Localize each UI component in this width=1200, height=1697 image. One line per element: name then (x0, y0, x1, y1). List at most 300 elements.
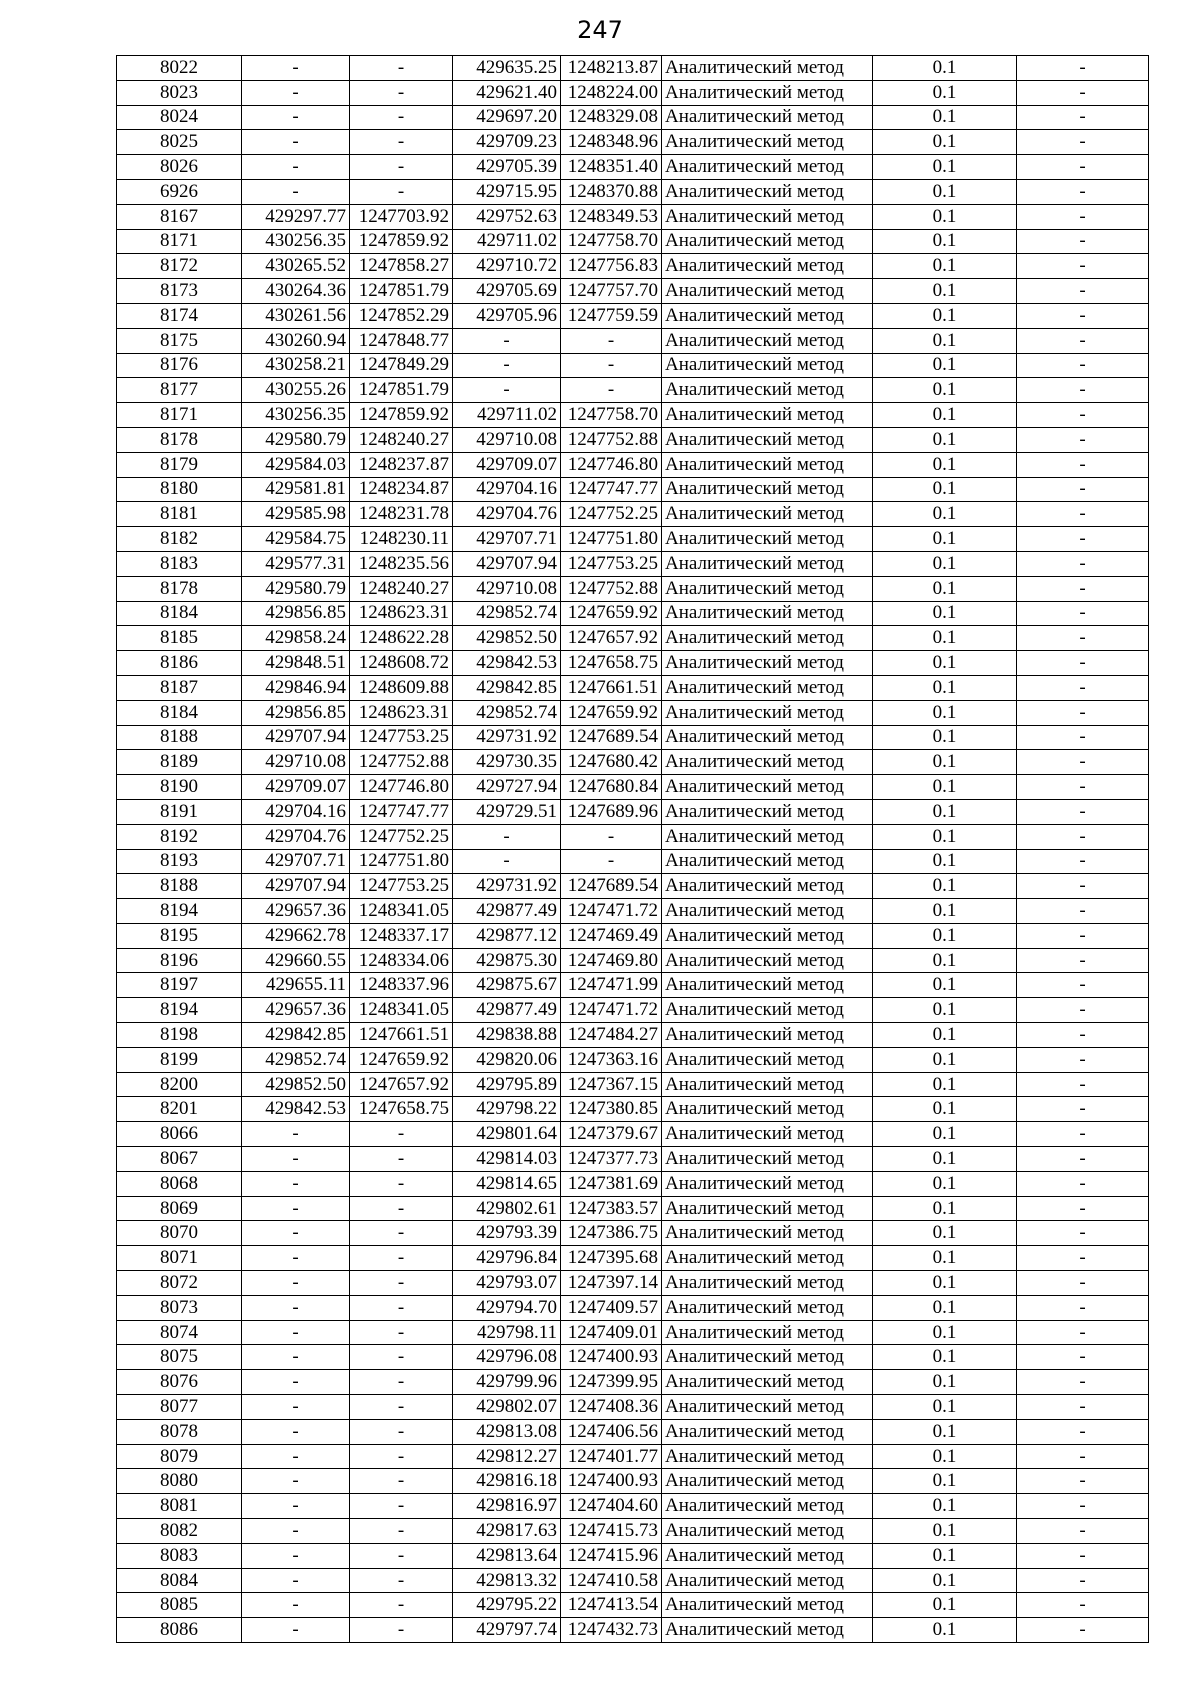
method-cell: Аналитический метод (662, 1519, 873, 1544)
old-y-cell: - (350, 1171, 453, 1196)
old-y-cell: 1248341.05 (350, 899, 453, 924)
method-cell: Аналитический метод (662, 899, 873, 924)
note-cell: - (1017, 427, 1149, 452)
new-x-cell: 429842.53 (453, 651, 561, 676)
note-cell: - (1017, 675, 1149, 700)
table-row (117, 651, 1149, 676)
note-cell: - (1017, 1494, 1149, 1519)
old-y-cell: 1247703.92 (350, 204, 453, 229)
table-row (117, 998, 1149, 1023)
new-y-cell: 1247689.96 (561, 799, 662, 824)
old-y-cell: 1248231.78 (350, 502, 453, 527)
method-cell: Аналитический метод (662, 1395, 873, 1420)
new-y-cell: - (561, 328, 662, 353)
accuracy-cell: 0.1 (873, 427, 1017, 452)
table-row (117, 1047, 1149, 1072)
table-row (117, 1568, 1149, 1593)
new-x-cell: 429635.25 (453, 56, 561, 81)
new-y-cell: 1247680.84 (561, 775, 662, 800)
note-cell: - (1017, 1271, 1149, 1296)
table-row (117, 1543, 1149, 1568)
accuracy-cell: 0.1 (873, 378, 1017, 403)
accuracy-cell: 0.1 (873, 1295, 1017, 1320)
accuracy-cell: 0.1 (873, 279, 1017, 304)
method-cell: Аналитический метод (662, 1271, 873, 1296)
old-y-cell: 1248608.72 (350, 651, 453, 676)
note-cell: - (1017, 105, 1149, 130)
old-y-cell: - (350, 1469, 453, 1494)
table-row (117, 1271, 1149, 1296)
old-y-cell: 1247858.27 (350, 254, 453, 279)
old-x-cell: - (242, 1543, 350, 1568)
method-cell: Аналитический метод (662, 1097, 873, 1122)
method-cell: Аналитический метод (662, 378, 873, 403)
method-cell: Аналитический метод (662, 56, 873, 81)
new-x-cell: 429820.06 (453, 1047, 561, 1072)
table-row (117, 1320, 1149, 1345)
old-y-cell: 1247659.92 (350, 1047, 453, 1072)
new-x-cell: 429621.40 (453, 80, 561, 105)
method-cell: Аналитический метод (662, 1444, 873, 1469)
note-cell: - (1017, 1246, 1149, 1271)
old-y-cell: 1248609.88 (350, 675, 453, 700)
table-row (117, 1345, 1149, 1370)
new-x-cell: 429793.39 (453, 1221, 561, 1246)
old-y-cell: 1248237.87 (350, 452, 453, 477)
new-y-cell: 1247399.95 (561, 1370, 662, 1395)
old-x-cell: - (242, 1271, 350, 1296)
point-number-cell: 8177 (117, 378, 242, 403)
old-x-cell: - (242, 1568, 350, 1593)
new-y-cell: 1247406.56 (561, 1419, 662, 1444)
old-y-cell: 1247661.51 (350, 1023, 453, 1048)
old-x-cell: 429657.36 (242, 998, 350, 1023)
table-row (117, 179, 1149, 204)
new-y-cell: 1247432.73 (561, 1618, 662, 1643)
note-cell: - (1017, 527, 1149, 552)
old-x-cell: - (242, 80, 350, 105)
new-x-cell: 429705.96 (453, 303, 561, 328)
new-y-cell: 1247469.80 (561, 948, 662, 973)
new-x-cell: 429877.12 (453, 923, 561, 948)
note-cell: - (1017, 1320, 1149, 1345)
point-number-cell: 8201 (117, 1097, 242, 1122)
point-number-cell: 8023 (117, 80, 242, 105)
point-number-cell: 8175 (117, 328, 242, 353)
new-y-cell: 1247363.16 (561, 1047, 662, 1072)
new-y-cell: 1247397.14 (561, 1271, 662, 1296)
point-number-cell: 8189 (117, 750, 242, 775)
accuracy-cell: 0.1 (873, 527, 1017, 552)
method-cell: Аналитический метод (662, 948, 873, 973)
method-cell: Аналитический метод (662, 750, 873, 775)
accuracy-cell: 0.1 (873, 1196, 1017, 1221)
note-cell: - (1017, 601, 1149, 626)
new-x-cell: 429852.74 (453, 700, 561, 725)
method-cell: Аналитический метод (662, 403, 873, 428)
accuracy-cell: 0.1 (873, 80, 1017, 105)
table-row (117, 254, 1149, 279)
note-cell: - (1017, 56, 1149, 81)
new-y-cell: 1247415.73 (561, 1519, 662, 1544)
accuracy-cell: 0.1 (873, 973, 1017, 998)
point-number-cell: 8076 (117, 1370, 242, 1395)
table-row (117, 601, 1149, 626)
note-cell: - (1017, 899, 1149, 924)
method-cell: Аналитический метод (662, 675, 873, 700)
new-x-cell: 429875.67 (453, 973, 561, 998)
new-y-cell: 1247657.92 (561, 626, 662, 651)
point-number-cell: 8179 (117, 452, 242, 477)
table-row (117, 899, 1149, 924)
old-x-cell: 430256.35 (242, 403, 350, 428)
table-row (117, 56, 1149, 81)
table-row (117, 1023, 1149, 1048)
table-row (117, 725, 1149, 750)
note-cell: - (1017, 477, 1149, 502)
method-cell: Аналитический метод (662, 1023, 873, 1048)
accuracy-cell: 0.1 (873, 303, 1017, 328)
old-x-cell: - (242, 1295, 350, 1320)
table-row (117, 130, 1149, 155)
point-number-cell: 8074 (117, 1320, 242, 1345)
old-y-cell: - (350, 130, 453, 155)
table-row (117, 1444, 1149, 1469)
accuracy-cell: 0.1 (873, 651, 1017, 676)
point-number-cell: 8071 (117, 1246, 242, 1271)
accuracy-cell: 0.1 (873, 1395, 1017, 1420)
note-cell: - (1017, 1444, 1149, 1469)
note-cell: - (1017, 502, 1149, 527)
old-y-cell: 1248337.17 (350, 923, 453, 948)
new-x-cell: - (453, 353, 561, 378)
old-x-cell: 429707.94 (242, 725, 350, 750)
point-number-cell: 8184 (117, 700, 242, 725)
old-x-cell: - (242, 1618, 350, 1643)
table-row (117, 1246, 1149, 1271)
old-y-cell: - (350, 56, 453, 81)
note-cell: - (1017, 155, 1149, 180)
old-x-cell: 429585.98 (242, 502, 350, 527)
new-x-cell: 429794.70 (453, 1295, 561, 1320)
old-y-cell: 1248623.31 (350, 601, 453, 626)
old-y-cell: - (350, 1395, 453, 1420)
new-y-cell: 1248213.87 (561, 56, 662, 81)
new-y-cell: 1247659.92 (561, 700, 662, 725)
note-cell: - (1017, 948, 1149, 973)
new-x-cell: - (453, 824, 561, 849)
point-number-cell: 8194 (117, 998, 242, 1023)
note-cell: - (1017, 1568, 1149, 1593)
method-cell: Аналитический метод (662, 328, 873, 353)
table-row (117, 452, 1149, 477)
old-x-cell: 430258.21 (242, 353, 350, 378)
method-cell: Аналитический метод (662, 824, 873, 849)
table-row (117, 1171, 1149, 1196)
point-number-cell: 8082 (117, 1519, 242, 1544)
method-cell: Аналитический метод (662, 1147, 873, 1172)
note-cell: - (1017, 849, 1149, 874)
accuracy-cell: 0.1 (873, 824, 1017, 849)
table-row (117, 477, 1149, 502)
accuracy-cell: 0.1 (873, 502, 1017, 527)
note-cell: - (1017, 1023, 1149, 1048)
new-x-cell: 429710.72 (453, 254, 561, 279)
new-y-cell: 1247401.77 (561, 1444, 662, 1469)
table-row (117, 229, 1149, 254)
point-number-cell: 8070 (117, 1221, 242, 1246)
accuracy-cell: 0.1 (873, 849, 1017, 874)
new-x-cell: 429795.22 (453, 1593, 561, 1618)
table-row (117, 353, 1149, 378)
table-row (117, 775, 1149, 800)
note-cell: - (1017, 1047, 1149, 1072)
point-number-cell: 8171 (117, 403, 242, 428)
note-cell: - (1017, 1147, 1149, 1172)
point-number-cell: 8184 (117, 601, 242, 626)
new-x-cell: 429729.51 (453, 799, 561, 824)
method-cell: Аналитический метод (662, 1221, 873, 1246)
method-cell: Аналитический метод (662, 799, 873, 824)
table-row (117, 1097, 1149, 1122)
table-row (117, 378, 1149, 403)
method-cell: Аналитический метод (662, 1419, 873, 1444)
new-y-cell: 1247400.93 (561, 1345, 662, 1370)
new-x-cell: 429704.16 (453, 477, 561, 502)
point-number-cell: 8171 (117, 229, 242, 254)
accuracy-cell: 0.1 (873, 775, 1017, 800)
new-y-cell: 1248351.40 (561, 155, 662, 180)
point-number-cell: 8182 (117, 527, 242, 552)
new-x-cell: 429707.71 (453, 527, 561, 552)
point-number-cell: 8083 (117, 1543, 242, 1568)
new-y-cell: 1247386.75 (561, 1221, 662, 1246)
table-row (117, 1593, 1149, 1618)
table-row (117, 923, 1149, 948)
old-x-cell: - (242, 1395, 350, 1420)
method-cell: Аналитический метод (662, 1072, 873, 1097)
old-y-cell: 1247657.92 (350, 1072, 453, 1097)
new-y-cell: 1247471.72 (561, 998, 662, 1023)
old-x-cell: 429655.11 (242, 973, 350, 998)
old-y-cell: 1247752.25 (350, 824, 453, 849)
method-cell: Аналитический метод (662, 1494, 873, 1519)
accuracy-cell: 0.1 (873, 675, 1017, 700)
old-x-cell: - (242, 1320, 350, 1345)
note-cell: - (1017, 353, 1149, 378)
coordinates-table (116, 55, 1149, 1643)
new-y-cell: 1247383.57 (561, 1196, 662, 1221)
point-number-cell: 8078 (117, 1419, 242, 1444)
point-number-cell: 8077 (117, 1395, 242, 1420)
new-y-cell: 1247404.60 (561, 1494, 662, 1519)
new-x-cell: 429798.11 (453, 1320, 561, 1345)
old-x-cell: 429852.50 (242, 1072, 350, 1097)
note-cell: - (1017, 824, 1149, 849)
note-cell: - (1017, 725, 1149, 750)
old-x-cell: 429584.75 (242, 527, 350, 552)
new-x-cell: 429875.30 (453, 948, 561, 973)
old-x-cell: 429704.76 (242, 824, 350, 849)
point-number-cell: 8069 (117, 1196, 242, 1221)
old-y-cell: - (350, 1122, 453, 1147)
new-y-cell: 1247410.58 (561, 1568, 662, 1593)
note-cell: - (1017, 1419, 1149, 1444)
new-y-cell: 1248349.53 (561, 204, 662, 229)
old-x-cell: 429842.85 (242, 1023, 350, 1048)
old-x-cell: 429842.53 (242, 1097, 350, 1122)
note-cell: - (1017, 179, 1149, 204)
accuracy-cell: 0.1 (873, 750, 1017, 775)
old-y-cell: - (350, 1295, 453, 1320)
new-y-cell: 1247689.54 (561, 874, 662, 899)
note-cell: - (1017, 1543, 1149, 1568)
old-y-cell: - (350, 1593, 453, 1618)
new-x-cell: 429731.92 (453, 874, 561, 899)
old-y-cell: 1248240.27 (350, 576, 453, 601)
note-cell: - (1017, 1370, 1149, 1395)
old-y-cell: 1248623.31 (350, 700, 453, 725)
new-y-cell: 1247751.80 (561, 527, 662, 552)
new-y-cell: 1247471.99 (561, 973, 662, 998)
method-cell: Аналитический метод (662, 1320, 873, 1345)
point-number-cell: 8024 (117, 105, 242, 130)
method-cell: Аналитический метод (662, 775, 873, 800)
accuracy-cell: 0.1 (873, 725, 1017, 750)
method-cell: Аналитический метод (662, 1543, 873, 1568)
new-x-cell: 429802.61 (453, 1196, 561, 1221)
new-x-cell: 429709.07 (453, 452, 561, 477)
accuracy-cell: 0.1 (873, 799, 1017, 824)
point-number-cell: 8187 (117, 675, 242, 700)
point-number-cell: 6926 (117, 179, 242, 204)
point-number-cell: 8186 (117, 651, 242, 676)
point-number-cell: 8196 (117, 948, 242, 973)
accuracy-cell: 0.1 (873, 1047, 1017, 1072)
point-number-cell: 8085 (117, 1593, 242, 1618)
old-x-cell: 429657.36 (242, 899, 350, 924)
old-y-cell: 1248235.56 (350, 551, 453, 576)
accuracy-cell: 0.1 (873, 1345, 1017, 1370)
old-y-cell: 1247848.77 (350, 328, 453, 353)
new-x-cell: - (453, 849, 561, 874)
accuracy-cell: 0.1 (873, 601, 1017, 626)
point-number-cell: 8173 (117, 279, 242, 304)
new-y-cell: - (561, 378, 662, 403)
note-cell: - (1017, 1072, 1149, 1097)
accuracy-cell: 0.1 (873, 328, 1017, 353)
point-number-cell: 8190 (117, 775, 242, 800)
point-number-cell: 8192 (117, 824, 242, 849)
old-y-cell: - (350, 105, 453, 130)
new-x-cell: 429752.63 (453, 204, 561, 229)
note-cell: - (1017, 130, 1149, 155)
method-cell: Аналитический метод (662, 80, 873, 105)
old-x-cell: - (242, 179, 350, 204)
new-x-cell: 429814.65 (453, 1171, 561, 1196)
old-x-cell: 429577.31 (242, 551, 350, 576)
point-number-cell: 8193 (117, 849, 242, 874)
table-row (117, 303, 1149, 328)
point-number-cell: 8195 (117, 923, 242, 948)
point-number-cell: 8200 (117, 1072, 242, 1097)
old-x-cell: 429297.77 (242, 204, 350, 229)
note-cell: - (1017, 799, 1149, 824)
method-cell: Аналитический метод (662, 973, 873, 998)
method-cell: Аналитический метод (662, 651, 873, 676)
point-number-cell: 8025 (117, 130, 242, 155)
method-cell: Аналитический метод (662, 1469, 873, 1494)
method-cell: Аналитический метод (662, 576, 873, 601)
old-x-cell: 429856.85 (242, 601, 350, 626)
new-x-cell: - (453, 378, 561, 403)
accuracy-cell: 0.1 (873, 1171, 1017, 1196)
old-y-cell: 1247849.29 (350, 353, 453, 378)
old-x-cell: 429709.07 (242, 775, 350, 800)
old-x-cell: 429848.51 (242, 651, 350, 676)
method-cell: Аналитический метод (662, 1171, 873, 1196)
accuracy-cell: 0.1 (873, 1419, 1017, 1444)
note-cell: - (1017, 998, 1149, 1023)
method-cell: Аналитический метод (662, 1370, 873, 1395)
table-row (117, 576, 1149, 601)
note-cell: - (1017, 651, 1149, 676)
note-cell: - (1017, 775, 1149, 800)
old-y-cell: - (350, 80, 453, 105)
new-x-cell: 429797.74 (453, 1618, 561, 1643)
point-number-cell: 8176 (117, 353, 242, 378)
new-x-cell: 429704.76 (453, 502, 561, 527)
old-x-cell: - (242, 1419, 350, 1444)
new-x-cell: 429727.94 (453, 775, 561, 800)
old-x-cell: 429660.55 (242, 948, 350, 973)
point-number-cell: 8075 (117, 1345, 242, 1370)
new-x-cell: 429813.64 (453, 1543, 561, 1568)
old-y-cell: 1247747.77 (350, 799, 453, 824)
old-y-cell: 1247753.25 (350, 725, 453, 750)
note-cell: - (1017, 1618, 1149, 1643)
note-cell: - (1017, 1196, 1149, 1221)
method-cell: Аналитический метод (662, 353, 873, 378)
new-x-cell: 429709.23 (453, 130, 561, 155)
method-cell: Аналитический метод (662, 179, 873, 204)
method-cell: Аналитический метод (662, 626, 873, 651)
old-y-cell: 1247851.79 (350, 279, 453, 304)
old-x-cell: 429584.03 (242, 452, 350, 477)
old-y-cell: - (350, 1196, 453, 1221)
new-y-cell: 1247409.01 (561, 1320, 662, 1345)
old-y-cell: - (350, 1568, 453, 1593)
method-cell: Аналитический метод (662, 279, 873, 304)
old-y-cell: 1247753.25 (350, 874, 453, 899)
accuracy-cell: 0.1 (873, 998, 1017, 1023)
accuracy-cell: 0.1 (873, 1519, 1017, 1544)
table-row (117, 427, 1149, 452)
old-x-cell: 429710.08 (242, 750, 350, 775)
point-number-cell: 8073 (117, 1295, 242, 1320)
new-y-cell: 1247661.51 (561, 675, 662, 700)
new-x-cell: 429842.85 (453, 675, 561, 700)
note-cell: - (1017, 1345, 1149, 1370)
method-cell: Аналитический метод (662, 130, 873, 155)
method-cell: Аналитический метод (662, 155, 873, 180)
old-y-cell: 1247859.92 (350, 229, 453, 254)
new-y-cell: 1247395.68 (561, 1246, 662, 1271)
accuracy-cell: 0.1 (873, 1593, 1017, 1618)
note-cell: - (1017, 1593, 1149, 1618)
method-cell: Аналитический метод (662, 923, 873, 948)
method-cell: Аналитический метод (662, 998, 873, 1023)
